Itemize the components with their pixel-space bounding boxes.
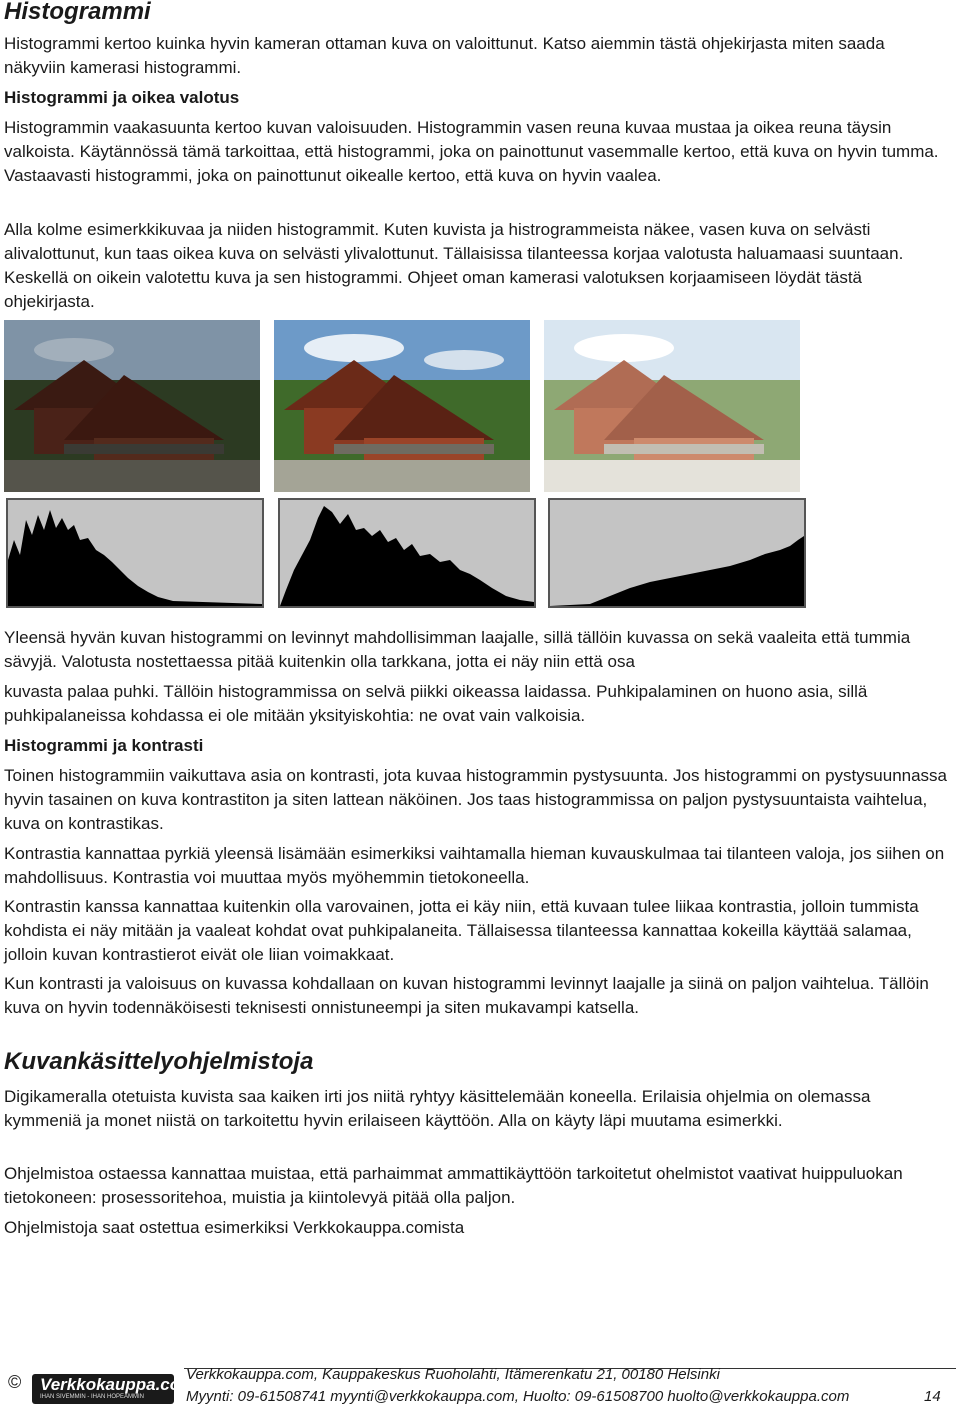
verkkokauppa-logo [32, 1374, 196, 1404]
photo-correct [274, 320, 530, 492]
paragraph-valotus: Histogrammin vaakasuunta kertoo kuvan valoisuuden. Histogrammin vasen reuna kuvaa mustaa ja oikea reuna täysin valkoista. Käytännössä tämä tarkoittaa, että histogrammi, joka on painottunut vasemmalle kertoo, että kuva on hyvin tumma. Vastaavasti histogrammi, joka on painottunut oikealle kertoo, että kuva on hyvin vaalea. [4, 118, 939, 185]
paragraph-ohjelmistot: Digikameralla otetuista kuvista saa kaiken irti jos niitä ryhtyy käsittelemään koneella. Erilaisia ohjelmia on olemassa kymmeniä ja monet niistä on tarkoitettu hyvin erilaiseen käyttöön. Alla on käyty läpi muutama esimerkki. [4, 1087, 871, 1130]
paragraph-kontrasti: Toinen histogrammiin vaikuttava asia on kontrasti, jota kuvaa histogrammin pystysuunta. Jos histogrammi on pystysuunnassa hyvin tasainen on kuva kontrastiton ja siten lattean näköinen. Jos taas histogrammissa on paljon pystysuuntaista vaihtelua, kuva on kontrastikas. [4, 766, 948, 833]
page-number: 14 [924, 1388, 941, 1405]
paragraph-levinnyt: Yleensä hyvän kuvan histogrammi on levinnyt mahdollisimman laajalle, sillä tällöin kuvassa on sekä vaaleita että tummia sävyjä. Valotusta nostettaessa pitää kuitenkin olla tarkkana, jotta ei näy niin että osa [4, 628, 911, 671]
photo-underexposed [4, 320, 260, 492]
section-title-histogrammi: Histogrammi [4, 0, 151, 25]
copyright-symbol: © [8, 1372, 22, 1392]
footer-contacts: Myynti: 09-61508741 myynti@verkkokauppa.com, Huolto: 09-61508700 huolto@verkkokauppa.com [186, 1388, 850, 1405]
paragraph-kontrasti-varoitus: Kontrastin kanssa kannattaa kuitenkin olla varovainen, jotta ei käy niin, että kuvaan tulee liikaa kontrastia, jolloin tummista kohdista ei näy mitään ja vaaleat kohdat ovat puhkipalaneita. Tällaisessa tilanteessa kannattaa kokeilla käyttää salamaa, jolloin kuvan kontrastierot eivät ole liian voimakkaat. [4, 897, 919, 964]
histogram-underexposed [6, 498, 264, 608]
paragraph-puhkipalaminen: kuvasta palaa puhki. Tällöin histogrammissa on selvä piikki oikeassa laidassa. Puhkipalaminen on huono asia, sillä puhkipalaneissa kohdassa ei ole mitään yksityiskohtia: ne ovat vain valkoisia. [4, 682, 868, 725]
footer-address: Verkkokauppa.com, Kauppakeskus Ruoholahti, Itämerenkatu 21, 00180 Helsinki [186, 1366, 720, 1383]
footer [0, 1364, 960, 1408]
intro-paragraph: Histogrammi kertoo kuinka hyvin kameran ottaman kuva on valoittunut. Katso aiemmin tästä ohjekirjasta miten saada näkyviin kamerasi histogrammi. [4, 34, 885, 77]
subheading-valotus: Histogrammi ja oikea valotus [4, 88, 240, 107]
paragraph-kontrasti-yhteenveto: Kun kontrasti ja valoisuus on kuvassa kohdallaan on kuvan histogrammi levinnyt laajalle ja siinä on paljon vaihtelua. Tällöin kuva on hyvin todennäköisesti teknisesti onnistuneempi ja siten mukavampi katsella. [4, 974, 929, 1017]
logo-subtext: IHAN SIVEMMIN - IHAN HOPEAMMIN [40, 1394, 145, 1400]
paragraph-esimerkit: Alla kolme esimerkkikuvaa ja niiden histogrammit. Kuten kuvista ja histrogrammeista näkee, vasen kuva on selvästi alivalottunut, kun taas oikea kuva on selvästi ylivalottunut. Tällaisissa tilanteessa korjaa valotusta haluamaasi suuntaan. Keskellä on oikein valotettu kuva ja sen histogrammi. Ohjeet oman kamerasi valotuksen korjaamiseen löydät tästä ohjekirjasta. [4, 220, 904, 311]
histogram-overexposed [548, 498, 806, 608]
logo-text: Verkkokauppa.com [40, 1375, 196, 1394]
paragraph-kontrasti-lisays: Kontrastia kannattaa pyrkiä yleensä lisämään esimerkiksi vaihtamalla hieman kuvauskulmaa tai tilanteen valoja, jos siihen on mahdollisuus. Kontrastia voi muuttaa myös myöhemmin tietokoneella. [4, 844, 945, 887]
histogram-correct [278, 498, 536, 608]
subheading-kontrasti: Histogrammi ja kontrasti [4, 736, 204, 755]
paragraph-ohjelmiston-ostaminen: Ohjelmistoa ostaessa kannattaa muistaa, että parhaimmat ammattikäyttöön tarkoitetut ohelmistot vaativat huippuluokan tietokoneen: prosessoritehoa, muistia ja kiintolevyä pitää olla paljon. [4, 1164, 903, 1207]
section-title-ohjelmistot: Kuvankäsittelyohjelmistoja [4, 1048, 314, 1075]
paragraph-ostopaikka: Ohjelmistoja saat ostettua esimerkiksi Verkkokauppa.comista [4, 1218, 465, 1237]
photo-overexposed [544, 320, 800, 492]
